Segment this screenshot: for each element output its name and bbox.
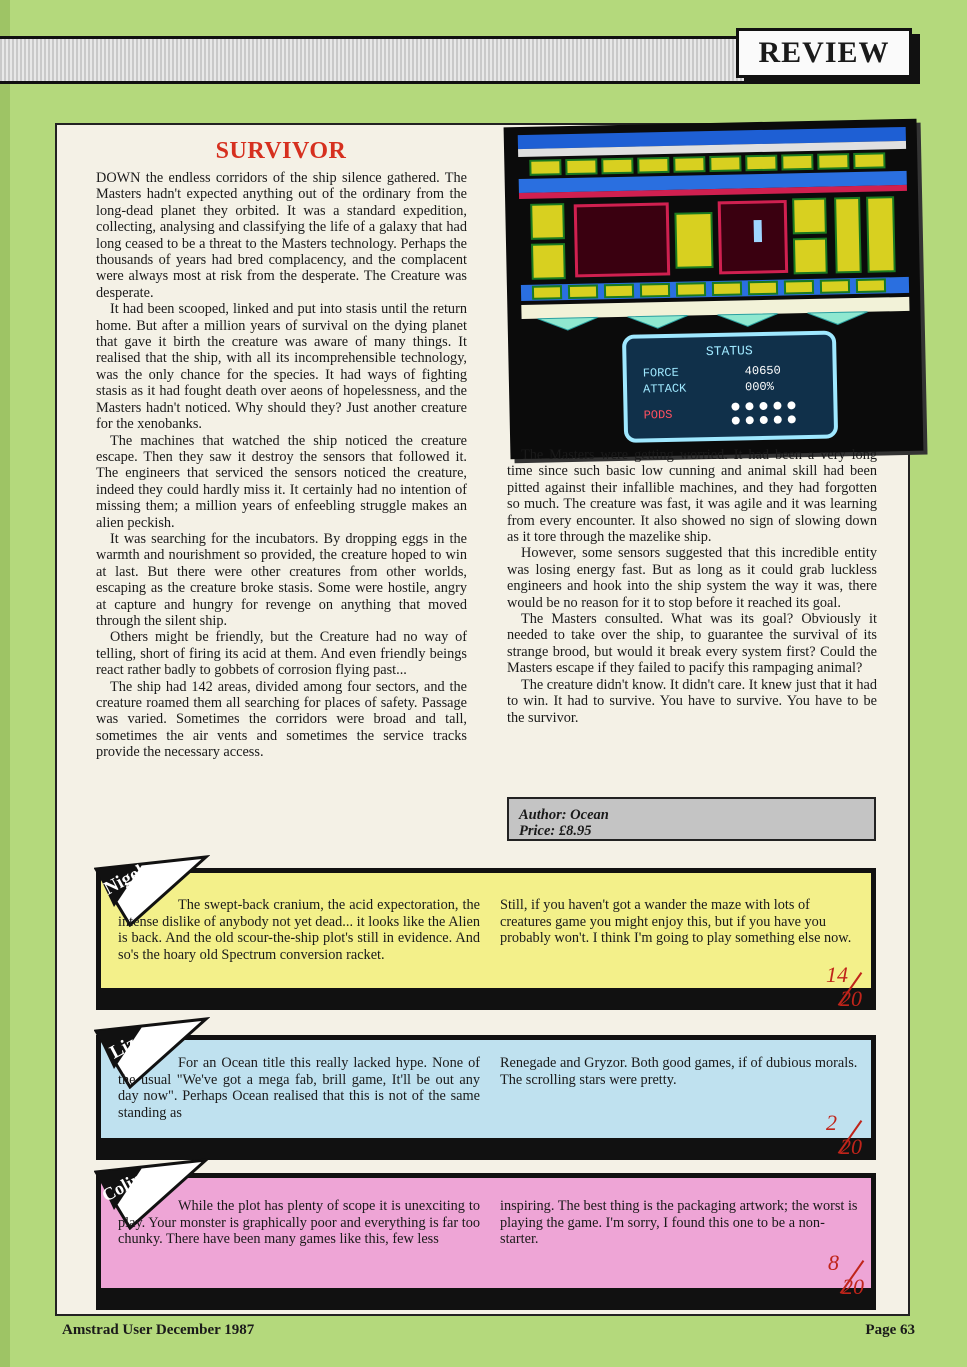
footer-issue: Amstrad User December 1987: [62, 1322, 255, 1338]
score-max: 20: [840, 986, 862, 1011]
force-label: FORCE: [642, 365, 679, 381]
score-max: 20: [840, 1134, 862, 1159]
reviewer-name: Nigel: [100, 861, 148, 900]
paragraph: It had been scooped, linked and put into stasis until the return home. But after a million years of survival on the dying planet that gave it birth the creature was aware of many things. It realised that the ship, with all its incomprehensible technology, was the only chance for the species. It had ways of fighting stasis as it had fought death over aeons of hopelessness, and the Masters hadn't noticed. Why should they? Just another creature for the xenobanks.: [96, 301, 467, 433]
review-text: The swept-back cranium, the acid expectoration, the intense dislike of anybody not yet dead... it looks like the Alien is back. And the old scour-the-ship plot's still in evidence. And so's the hoary old Spectrum conversion racket.: [118, 897, 480, 963]
status-title: STATUS: [705, 343, 753, 360]
review-text: Renegade and Gryzor. Both good games, if of dubious morals. The scrolling stars were pretty.: [500, 1055, 858, 1088]
force-value: 40650: [744, 363, 781, 379]
reviewer-name: Colin: [98, 1168, 145, 1206]
score-value: 8: [828, 1250, 839, 1275]
review-text: While the plot has plenty of scope it is unexciting to play. Your monster is graphically poor and everything is far too chunky. There have been many games like this, few less: [118, 1198, 480, 1247]
article-column-2: [507, 447, 877, 726]
review-score: [822, 1112, 872, 1162]
paragraph: It was searching for the incubators. By dropping eggs in the warmth and nourishment so provided, the creature hoped to win at last. But there were other creatures from other worlds, escaping as the creature broke stasis. Some were hostile, angry at capture and hungry for revenge on anything that moved through the silent ship.: [96, 530, 467, 629]
page-edge: [0, 0, 10, 1367]
attack-label: ATTACK: [642, 381, 687, 397]
footer-page-number: Page 63: [865, 1322, 915, 1338]
review-score: [822, 964, 872, 1014]
game-screenshot: [504, 119, 924, 460]
paragraph: The ship had 142 areas, divided among four sectors, and the creature roamed them all searching for places of safety. Passage was varied. Sometimes the corridors were broad and tall, sometimes the air vents and sometimes the service tracks provide the necessary access.: [96, 678, 467, 761]
section-label: REVIEW: [736, 28, 912, 78]
review-text: For an Ocean title this really lacked hype. None of the usual "We've got a mega fab, brill game, It'll be out any day now". Perhaps Ocean realised that this is not of the same standing as: [118, 1055, 480, 1121]
attack-value: 000%: [744, 379, 775, 395]
paragraph: The Masters consulted. What was its goal? Obviously it needed to take over the ship, to guarantee the survival of its strange brood, but would it break every system first? Could the Masters escape if they failed to pacify this rampaging animal?: [507, 611, 877, 677]
paragraph: The machines that watched the ship noticed the creature escape. Then they saw it destroy the sensors that followed it. The engineers that serviced the sensors noticed the creature, indeed they could hardly miss it. It certainly had no intention of missing them; a million years of enfeebling struggle makes an alien peckish.: [96, 432, 467, 531]
article-column-1: [96, 170, 467, 761]
paragraph: Others might be friendly, but the Creature had no way of telling, short of firing its acid at them. And even friendly beings react rather badly to gobbets of corrosion flying past...: [96, 629, 467, 679]
paragraph: DOWN the endless corridors of the ship silence gathered. The Masters hadn't expected anything out of the ordinary from the long-dead planet they orbited. It was a standard expedition, collecting, analysing and classifying the life of a galaxy that had long ceased to be a threat to the Masters technology. Perhaps the thousands of years had bred complacency, and the complacent were always most at risk from the desperate. The Creature was desperate.: [96, 170, 467, 301]
paragraph: The Masters were getting worried. It had been a very long time since such basic low cunning and animal skill had been pitted against their infallible machines, and they had forgotten so much. The creature was fast, it was agile and it was learning from every encounter. It also showed no sign of slowing down as it tore through the mazelike ship.: [507, 447, 877, 546]
author-line: Author: Ocean: [519, 807, 609, 823]
paragraph: However, some sensors suggested that this incredible entity was losing energy fast. But as long as it could grab luckless engineers and hook into the ship system the way it was, there would be no reason for it to stop before it reached its goal.: [507, 545, 877, 611]
review-text: inspiring. The best thing is the packaging artwork; the worst is playing the game. I'm sorry, I found this one to be a non-starter.: [500, 1198, 858, 1247]
header-bar: [0, 36, 760, 84]
score-max: 20: [842, 1274, 864, 1299]
review-score: [824, 1252, 874, 1302]
score-value: 2: [826, 1110, 837, 1135]
price-line: Price: £8.95: [519, 823, 592, 839]
review-text: Still, if you haven't got a wander the maze with lots of creatures game you might enjoy this, but if you have you probably won't. I think I'm going to play something else now.: [500, 897, 852, 946]
score-value: 14: [826, 962, 848, 987]
credits-box: [507, 797, 876, 841]
game-screen-art: [504, 119, 924, 460]
pods-label: PODS: [643, 407, 673, 423]
article-title: SURVIVOR: [215, 138, 347, 164]
reviewer-name: Liz: [106, 1032, 140, 1064]
paragraph: The creature didn't know. It didn't care. It knew just that it had to win. It had to survive. You have to survive. You have to be the survivor.: [507, 676, 877, 726]
